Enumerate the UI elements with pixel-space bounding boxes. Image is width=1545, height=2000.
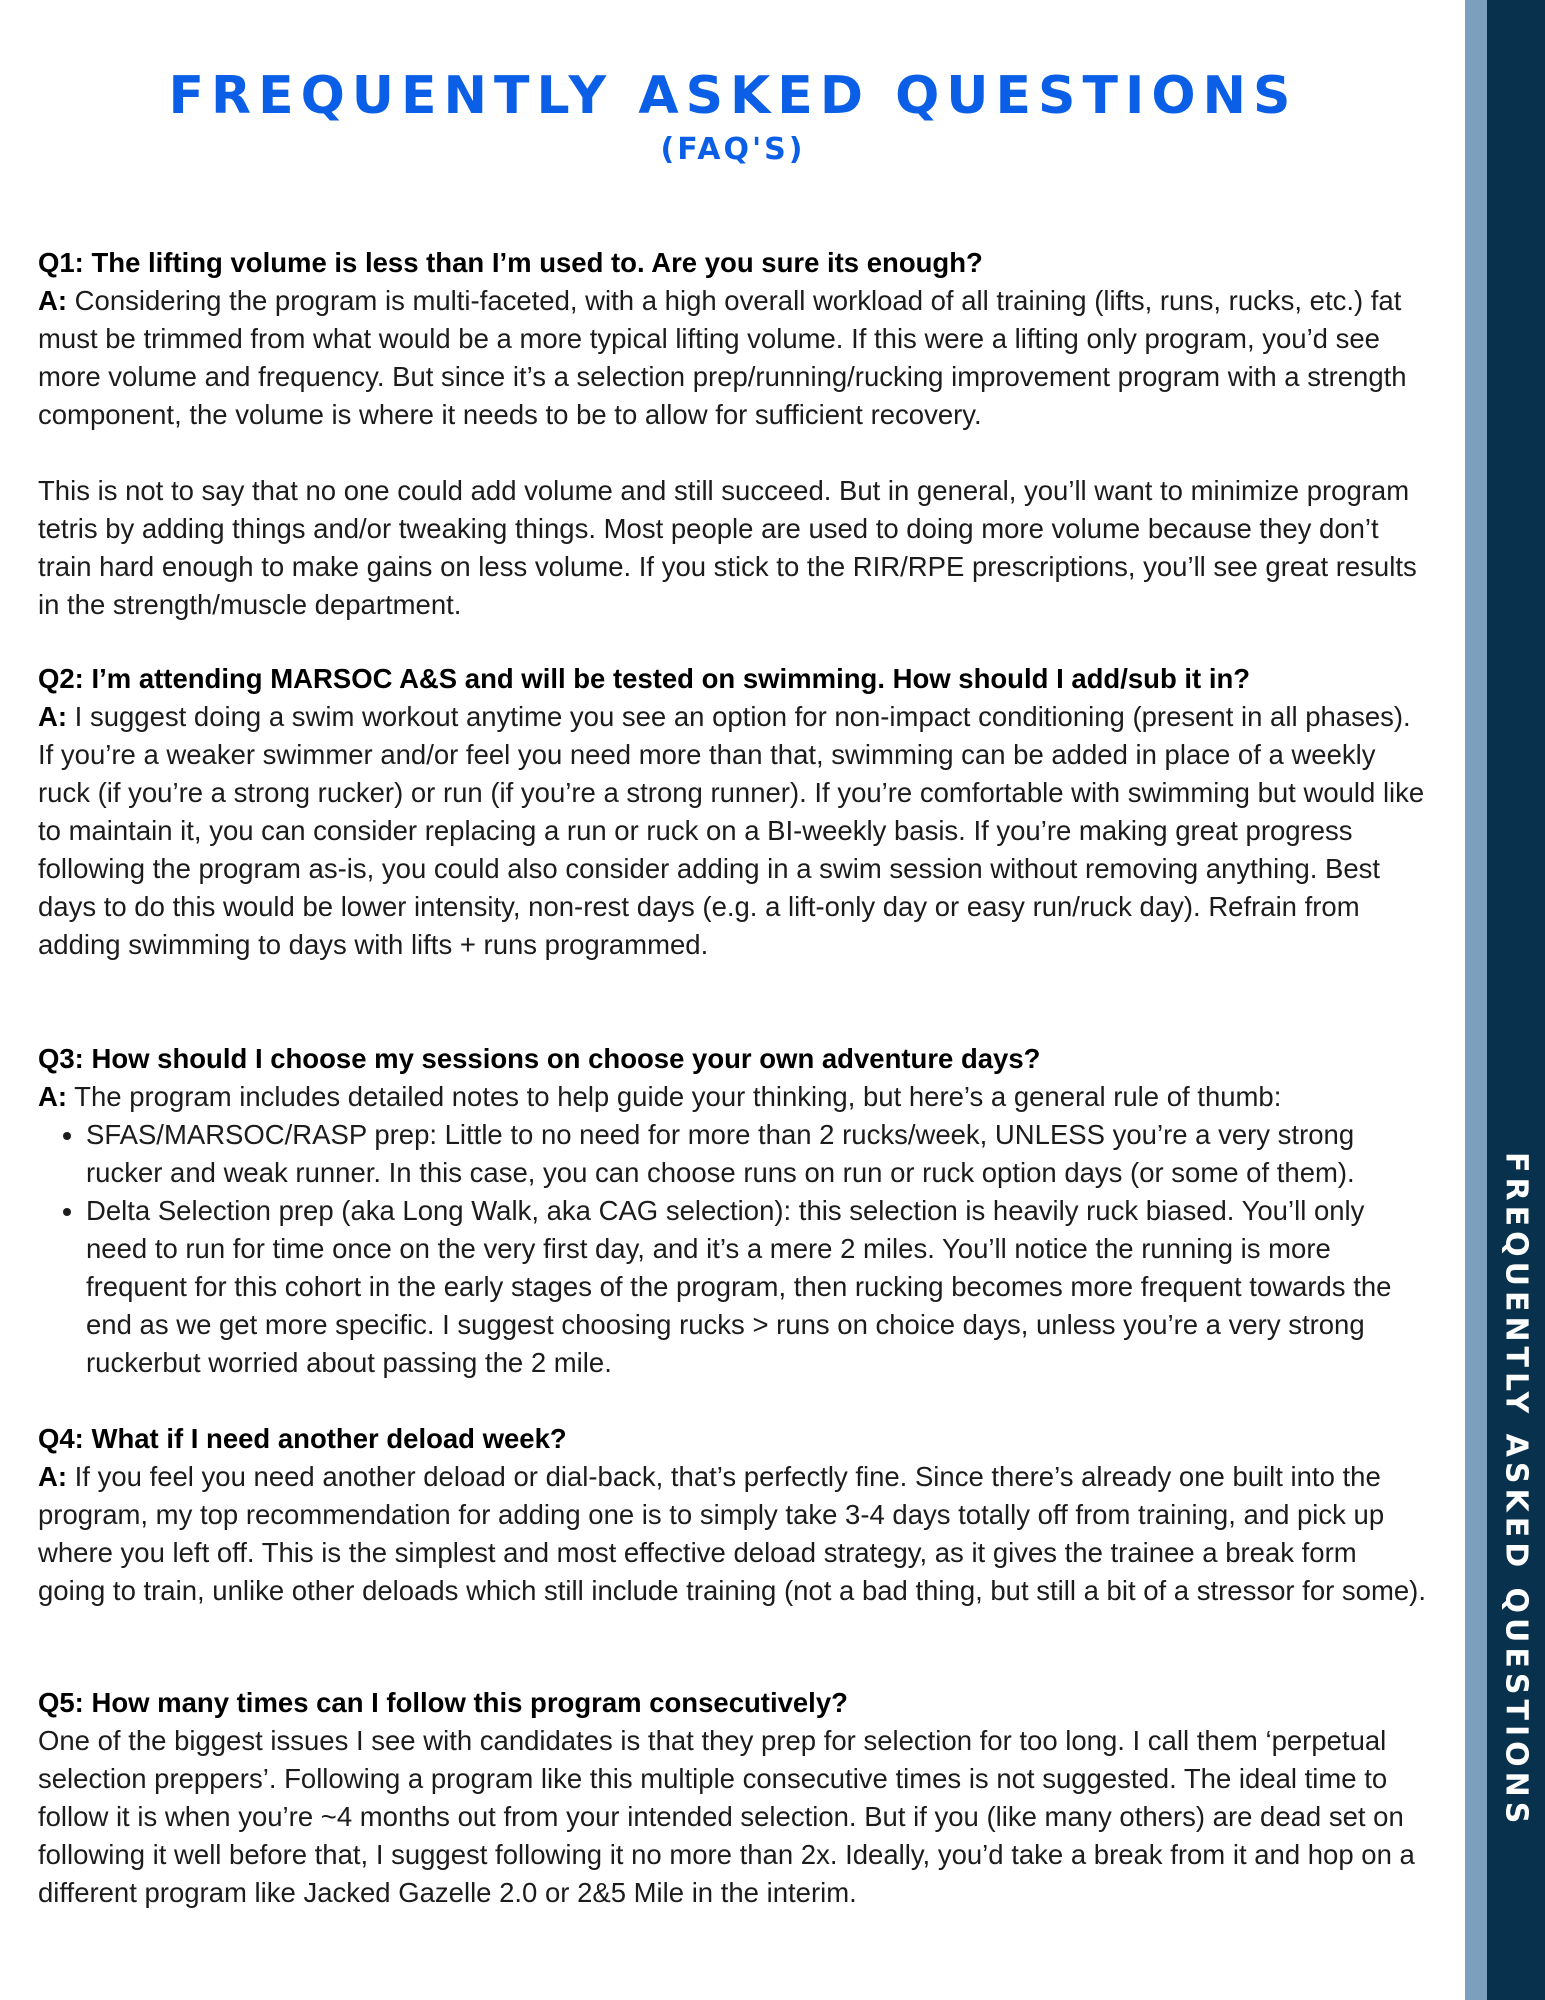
answer-text: Considering the program is multi-faceted, with a high overall workload of all training (lifts, runs, rucks, etc.) fat must be trimmed from what would be a more typical lifting volume. If this were a lifting only program, you’d see more volume and frequency. But since it’s a selection prep/running/rucking improvement program with a strength component, the volume is where it needs to be to allow for sufficient recovery. [38,285,1407,430]
answer-label: A: [38,1461,68,1492]
list-item: • SFAS/MARSOC/RASP prep: Little to no need for more than 2 rucks/week, UNLESS you’re a very strong rucker and weak runner. In this case, you can choose runs on run or ruck option days (or some of them). [86,1116,1428,1192]
answer-text: I suggest doing a swim workout anytime you see an option for non-impact conditioning (present in all phases). If you’re a weaker swimmer and/or feel you need more than that, swimming can be added in place of a weekly ruck (if you’re a strong rucker) or run (if you’re a strong runner). If you’re comfortable with swimming but would like to maintain it, you can consider replacing a run or ruck on a BI-weekly basis. If you’re making great progress following the program as-is, you could also consider adding in a swim session without removing anything. Best days to do this would be lower intensity, non-rest days (e.g. a lift-only day or easy run/ruck day). Refrain from adding swimming to days with lifts + runs programmed. [38,701,1425,960]
faq-question: Q4: What if I need another deload week? [38,1423,567,1454]
faq-question: Q5: How many times can I follow this program consecutively? [38,1687,848,1718]
faq-q2 [38,660,1428,964]
faq-answer-continued: This is not to say that no one could add volume and still succeed. But in general, you’ll want to minimize program tetris by adding things and/or tweaking things. Most people are used to doing more volume because they don’t train hard enough to make gains on less volume. If you stick to the RIR/RPE prescriptions, you’ll see great results in the strength/muscle department. [38,475,1417,620]
answer-text: If you feel you need another deload or dial-back, that’s perfectly fine. Since there’s already one built into the program, my top recommendation for adding one is to simply take 3-4 days totally off from training, and pick up where you left off. This is the simplest and most effective deload strategy, as it gives the trainee a break form going to train, unlike other deloads which still include training (not a bad thing, but still a bit of a stressor for some). [38,1461,1426,1606]
faq-question: Q2: I’m attending MARSOC A&S and will be tested on swimming. How should I add/sub it in? [38,663,1251,694]
sidebar-accent-stripe [1465,0,1487,2000]
faq-q1 [38,244,1428,624]
faq-answer [38,1078,1428,1116]
list-item: • Delta Selection prep (aka Long Walk, aka CAG selection): this selection is heavily ruck biased. You’ll only need to run for time once on the very first day, and it’s a mere 2 miles. You’ll notice the running is more frequent for this cohort in the early stages of the program, then rucking becomes more frequent towards the end as we get more specific. I suggest choosing rucks > runs on choice days, unless you’re a very strong ruckerbut worried about passing the 2 mile. [86,1192,1428,1382]
page-content [38,0,1428,2000]
answer-label: A: [38,285,68,316]
answer-label: A: [38,701,68,732]
page-title: FREQUENTLY ASKED QUESTIONS [168,66,1298,126]
page-subtitle: (FAQ'S) [660,132,806,167]
faq-answer [38,698,1428,964]
faq-question: Q3: How should I choose my sessions on choose your own adventure days? [38,1043,1041,1074]
faq-answer [38,282,1428,434]
faq-bullet-list [38,1116,1428,1382]
faq-q4 [38,1420,1428,1610]
faq-q3 [38,1040,1428,1382]
faq-question: Q1: The lifting volume is less than I’m used to. Are you sure its enough? [38,247,983,278]
sidebar-vertical-text: FREQUENTLY ASKED QUESTIONS [1498,1151,1534,1829]
answer-label: A: [38,1081,68,1112]
faq-q5 [38,1684,1428,1912]
sidebar-vertical-title [1490,1110,1542,1870]
answer-text: The program includes detailed notes to help guide your thinking, but here’s a general rule of thumb: [67,1081,1282,1112]
faq-answer [38,1458,1428,1610]
faq-answer: One of the biggest issues I see with candidates is that they prep for selection for too long. I call them ‘perpetual selection preppers’. Following a program like this multiple consecutive times is not suggested. The ideal time to follow it is when you’re ~4 months out from your intended selection. But if you (like many others) are dead set on following it well before that, I suggest following it no more than 2x. Ideally, you’d take a break from it and hop on a different program like Jacked Gazelle 2.0 or 2&5 Mile in the interim. [38,1725,1415,1908]
